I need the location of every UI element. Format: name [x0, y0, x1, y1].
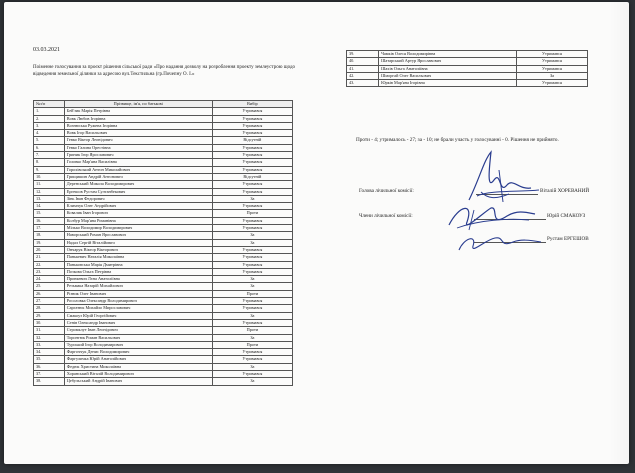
table-row [34, 341, 293, 348]
cell-number: 13. [34, 195, 65, 202]
table-row [34, 166, 293, 173]
cell-number: 6. [34, 144, 65, 151]
vote-table-continued [346, 50, 588, 87]
chair-label: Голова лічильної комісії: [359, 188, 414, 194]
table-row [34, 378, 293, 385]
cell-choice: За [212, 363, 292, 370]
cell-number: 37. [34, 370, 65, 377]
cell-name: Позкова Ольга Петрівна [64, 268, 212, 275]
table-row [34, 290, 293, 297]
table-row [34, 115, 293, 122]
cell-number: 8. [34, 159, 65, 166]
cell-choice: Утримався [212, 122, 292, 129]
table-row [34, 144, 293, 151]
table-row [34, 312, 293, 319]
table-row [34, 181, 293, 188]
header-number: №з/п [34, 101, 65, 108]
cell-choice: Відсутній [212, 137, 292, 144]
cell-name: Колбур Мар'яна Романівна [64, 217, 212, 224]
cell-choice: Утримався [212, 159, 292, 166]
table-row [34, 122, 293, 129]
cell-name: Сенів Олександр Іванович [64, 319, 212, 326]
table-row [34, 261, 293, 268]
cell-number: 1. [34, 108, 65, 115]
cell-number: 15. [34, 210, 65, 217]
cell-name: Цебульський Андрій Іванович [64, 378, 212, 385]
cell-number: 36. [34, 363, 65, 370]
cell-number: 11. [34, 181, 65, 188]
table-row [34, 356, 293, 363]
cell-number: 42. [347, 72, 379, 79]
vote-summary: Проти - 4; утрималось - 27; за - 10; не брали участь у голосуванні - 0. Рішення не прийнято. [356, 137, 559, 143]
cell-choice: Утримався [212, 144, 292, 151]
table-row [34, 276, 293, 283]
cell-number: 22. [34, 261, 65, 268]
cell-choice: Утримався [212, 370, 292, 377]
header-choice: Вибір [212, 101, 292, 108]
cell-name: Саргатюк Михайло Мирославович [64, 305, 212, 312]
cell-number: 24. [34, 276, 65, 283]
cell-choice: Утримався [516, 58, 587, 65]
cell-choice: За [212, 195, 292, 202]
vote-table [33, 100, 293, 386]
cell-choice: Утримався [212, 217, 292, 224]
cell-choice: Утримався [516, 51, 587, 58]
cell-choice: Проти [212, 341, 292, 348]
table-row [34, 246, 293, 253]
cell-choice: Утримався [212, 319, 292, 326]
cell-number: 27. [34, 298, 65, 305]
cell-number: 20. [34, 246, 65, 253]
table-row [34, 108, 293, 115]
cell-number: 25. [34, 283, 65, 290]
cell-number: 30. [34, 319, 65, 326]
cell-name: Зінь Іван Федорович [64, 195, 212, 202]
cell-name: Торонтюк Роман Васильович [64, 334, 212, 341]
cell-name: Шморгай Олег Васильович [379, 72, 517, 79]
table-row [34, 195, 293, 202]
cell-choice: Проти [212, 290, 292, 297]
cell-choice: Відсутній [212, 173, 292, 180]
table-row [347, 58, 588, 65]
cell-choice: За [212, 239, 292, 246]
cell-choice: Утримався [212, 246, 292, 253]
cell-name: Гевко Галина Орестівна [64, 144, 212, 151]
handwritten-signatures [429, 150, 549, 262]
cell-number: 43. [347, 80, 379, 87]
table-row [34, 363, 293, 370]
cell-number: 3. [34, 122, 65, 129]
table-row [34, 225, 293, 232]
document-intro: Поіменне голосування за проєкт рішення сільської ради «Про надання дозволу на розроблення проекту землеустрою щодо відведення земельної ділянки за адресою вул.Текстильна (гр.Почепну О. І.» [33, 65, 296, 77]
cell-name: Чамків Олеся Володимирівна [379, 51, 517, 58]
table-row [34, 152, 293, 159]
cell-number: 41. [347, 65, 379, 72]
cell-name: Головко Мар'яна Василівна [64, 159, 212, 166]
table-row [34, 327, 293, 334]
cell-number: 34. [34, 349, 65, 356]
cell-number: 23. [34, 268, 65, 275]
cell-name: Ергешов Рустам Султанбекович [64, 188, 212, 195]
table-row [34, 232, 293, 239]
cell-name: Стромклут Іван Леонідович [64, 327, 212, 334]
cell-name: Ончарук Віктор Вікторович [64, 246, 212, 253]
table-row [34, 203, 293, 210]
table-row [34, 283, 293, 290]
cell-name: Паньковська Марія Дмитрівна [64, 261, 212, 268]
cell-name: Горохівський Антон Миколайович [64, 166, 212, 173]
cell-number: 33. [34, 341, 65, 348]
document-date: 03.03.2021 [33, 47, 60, 53]
chair-name: Віталій ХОРЕВАНИЙ [540, 188, 590, 194]
table-row [347, 80, 588, 87]
cell-choice: Проти [212, 327, 292, 334]
cell-number: 40. [347, 58, 379, 65]
table-row [34, 349, 293, 356]
cell-choice: Утримався [212, 225, 292, 232]
cell-name: Федюк Христина Миколаївна [64, 363, 212, 370]
table-row [347, 51, 588, 58]
cell-number: 39. [347, 51, 379, 58]
table-row [347, 72, 588, 79]
table-row [34, 239, 293, 246]
cell-choice: Утримався [212, 130, 292, 137]
cell-choice: Утримався [212, 356, 292, 363]
cell-name: Бей'зик Марія Петрівна [64, 108, 212, 115]
cell-number: 4. [34, 130, 65, 137]
cell-name: Резьмака Назарій Михайлович [64, 283, 212, 290]
cell-number: 31. [34, 327, 65, 334]
cell-choice: Утримався [212, 188, 292, 195]
cell-choice: За [212, 378, 292, 385]
cell-choice: Утримався [212, 305, 292, 312]
table-row [34, 268, 293, 275]
cell-number: 35. [34, 356, 65, 363]
cell-choice: Утримався [212, 166, 292, 173]
cell-choice: Утримався [212, 152, 292, 159]
table-header-row [34, 101, 293, 108]
table-row [34, 217, 293, 224]
cell-name: Гриник Ігор Ярославович [64, 152, 212, 159]
cell-choice: За [212, 276, 292, 283]
table-row [34, 305, 293, 312]
table-row [34, 130, 293, 137]
cell-name: Ковалик Іван Ігорович [64, 210, 212, 217]
cell-number: 29. [34, 312, 65, 319]
document-page [4, 2, 629, 464]
cell-number: 21. [34, 254, 65, 261]
cell-choice: Утримався [516, 65, 587, 72]
cell-choice: Утримався [212, 298, 292, 305]
cell-choice: За [516, 72, 587, 79]
member1-name: Юрій СМАКОУЗ [547, 213, 586, 219]
cell-choice: Утримався [212, 261, 292, 268]
cell-number: 18. [34, 232, 65, 239]
cell-number: 17. [34, 225, 65, 232]
cell-number: 16. [34, 217, 65, 224]
cell-name: Наворський Роман Ярославович [64, 232, 212, 239]
cell-number: 9. [34, 166, 65, 173]
cell-name: Гевко Віктор Леонідович [64, 137, 212, 144]
table-row [34, 159, 293, 166]
table-row [34, 334, 293, 341]
cell-name: Шатарський Артур Ярославович [379, 58, 517, 65]
cell-number: 19. [34, 239, 65, 246]
cell-name: Деренський Микола Володимирович [64, 181, 212, 188]
cell-name: Різник Олег Іванович [64, 290, 212, 297]
table-row [34, 210, 293, 217]
cell-name: Шахів Ольга Анатоліївна [379, 65, 517, 72]
cell-choice: Утримався [212, 108, 292, 115]
cell-number: 5. [34, 137, 65, 144]
cell-name: Мілько Володимир Володимирович [64, 225, 212, 232]
cell-name: Фаргуличка Юрій Анатолійович [64, 356, 212, 363]
table-row [34, 370, 293, 377]
cell-number: 14. [34, 203, 65, 210]
cell-choice: Утримався [516, 80, 587, 87]
header-name: Прізвище, ім'я, по батькові [64, 101, 212, 108]
cell-number: 28. [34, 305, 65, 312]
cell-name: Грищишин Андрій Антонович [64, 173, 212, 180]
cell-number: 7. [34, 152, 65, 159]
table-row [34, 137, 293, 144]
cell-number: 12. [34, 188, 65, 195]
cell-name: Турський Ігор Володимирович [64, 341, 212, 348]
cell-number: 38. [34, 378, 65, 385]
cell-name: Росоловка Олександр Володимирович [64, 298, 212, 305]
member2-name: Рустам ЕРГЕШОВ [547, 236, 589, 242]
cell-number: 10. [34, 173, 65, 180]
table-row [34, 254, 293, 261]
member-label: Члени лічильної комісії: [359, 213, 413, 219]
cell-choice: За [212, 283, 292, 290]
cell-choice: Утримався [212, 181, 292, 188]
cell-choice: Проти [212, 210, 292, 217]
table-row [347, 65, 588, 72]
table-row [34, 188, 293, 195]
cell-choice: Утримався [212, 203, 292, 210]
cell-name: Вознюська Ружена Ігорівна [64, 122, 212, 129]
cell-number: 2. [34, 115, 65, 122]
cell-number: 32. [34, 334, 65, 341]
cell-choice: За [212, 232, 292, 239]
cell-name: Панькевич Наталія Миколаївна [64, 254, 212, 261]
table-row [34, 173, 293, 180]
cell-name: Климчук Олег Андрійович [64, 203, 212, 210]
cell-number: 26. [34, 290, 65, 297]
cell-name: Хоранський Віталій Володимирович [64, 370, 212, 377]
cell-name: Вовк Любов Ігорівна [64, 115, 212, 122]
cell-choice: За [212, 334, 292, 341]
cell-choice: За [212, 312, 292, 319]
cell-choice: Утримався [212, 254, 292, 261]
cell-name: Юрків Мар'яна Ігорівна [379, 80, 517, 87]
cell-name: Надал Сергій Віталійович [64, 239, 212, 246]
table-row [34, 319, 293, 326]
cell-name: Смакоуз Юрій Георгійович [64, 312, 212, 319]
cell-name: Вовк Ігор Васильович [64, 130, 212, 137]
cell-choice: Утримався [212, 349, 292, 356]
cell-choice: Утримався [212, 115, 292, 122]
cell-name: Фаргоччук Денис Володимирович [64, 349, 212, 356]
table-row [34, 298, 293, 305]
cell-choice: Утримався [212, 268, 292, 275]
cell-name: Пронкевич Лєна Анатоліївна [64, 276, 212, 283]
